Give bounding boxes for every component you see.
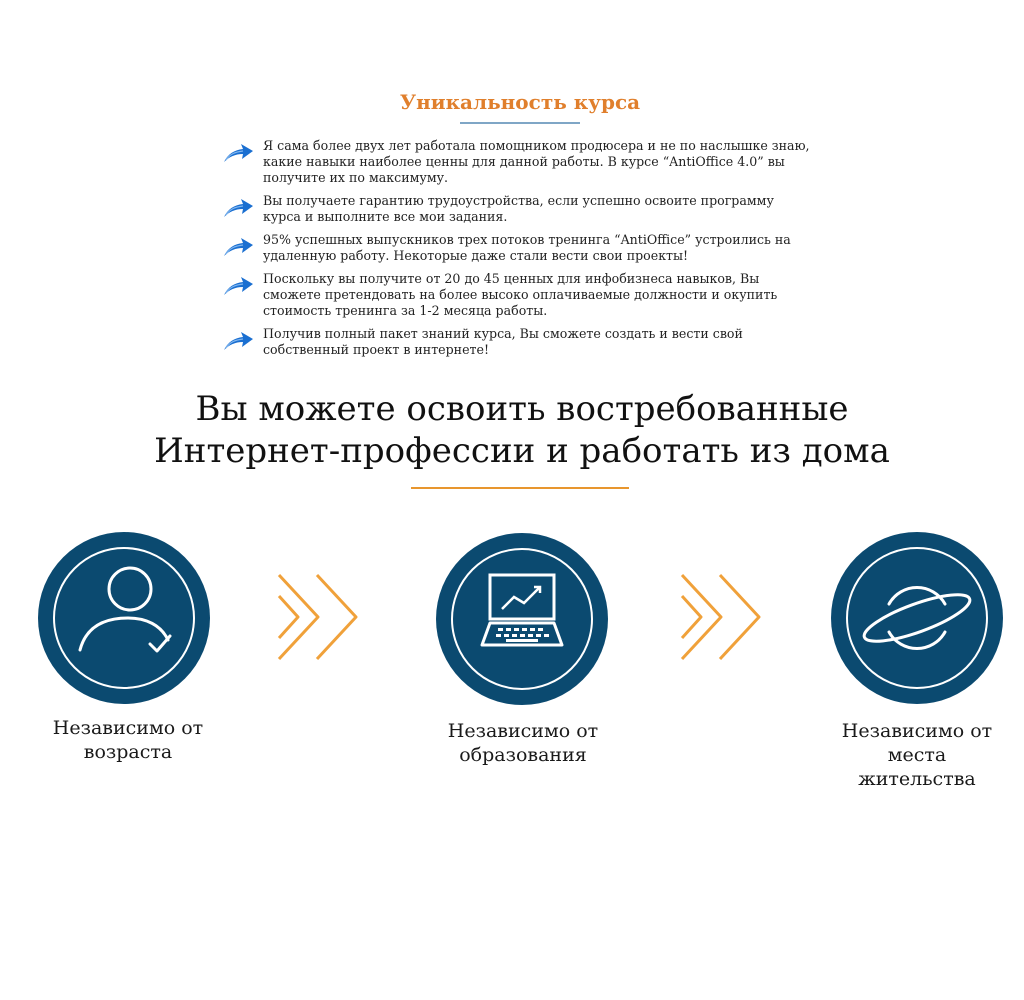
feature-label-line: образования	[459, 744, 587, 766]
feature-label-line: жительства	[858, 768, 976, 790]
blue-arrow-icon	[222, 330, 254, 352]
blue-arrow-icon	[222, 275, 254, 297]
benefit-text: Вы получаете гарантию трудоустройства, если успешно освоите программу курса и выполните все мои задания.	[263, 193, 774, 224]
benefits-list	[222, 138, 812, 365]
main-headline	[0, 388, 1024, 472]
benefit-text: Поскольку вы получите от 20 до 45 ценных для инфобизнеса навыков, Вы сможете претендовать на более высоко оплачиваемые должности и окупить стоимость тренинга за 1-2 месяца работы.	[263, 271, 778, 318]
uniqueness-title: Уникальность курса	[399, 90, 641, 114]
feature-label-line: Независимо от	[841, 720, 993, 742]
feature-circle-location	[831, 532, 1003, 704]
laptop-chart-icon	[436, 533, 608, 705]
benefit-item	[222, 271, 812, 319]
feature-circle-age	[38, 532, 210, 704]
benefit-item	[222, 326, 812, 358]
feature-label-age	[28, 716, 228, 764]
feature-label-line: Независимо от	[52, 717, 204, 739]
main-headline-line-1: Вы можете освоить востребованные	[195, 389, 849, 429]
feature-circle-education	[436, 533, 608, 705]
feature-label-location	[817, 719, 1017, 791]
benefit-item	[222, 232, 812, 264]
blue-arrow-icon	[222, 197, 254, 219]
uniqueness-title-underline	[460, 122, 580, 124]
feature-label-line: возраста	[83, 741, 173, 763]
feature-label-education	[423, 719, 623, 767]
benefit-text: Я сама более двух лет работала помощником продюсера и не по наслышке знаю, какие навыки наиболее ценны для данной работы. В курсе “AntiOffice 4.0” вы получите их по максимуму.	[263, 138, 810, 185]
blue-arrow-icon	[222, 142, 254, 164]
benefit-item	[222, 138, 812, 186]
blue-arrow-icon	[222, 236, 254, 258]
double-chevron-icon	[679, 572, 765, 662]
user-check-icon	[38, 532, 210, 704]
headline-underline	[411, 487, 629, 489]
benefit-text: 95% успешных выпускников трех потоков тренинга “AntiOffice” устроились на удаленную работу. Некоторые даже стали вести свои проекты!	[263, 232, 791, 263]
double-chevron-icon	[276, 572, 362, 662]
main-headline-line-2: Интернет-профессии и работать из дома	[154, 431, 890, 471]
feature-label-line: Независимо от	[447, 720, 599, 742]
feature-label-line: места	[887, 744, 947, 766]
planet-icon	[831, 532, 1003, 704]
benefit-text: Получив полный пакет знаний курса, Вы сможете создать и вести свой собственный проект в интернете!	[263, 326, 743, 357]
benefit-item	[222, 193, 812, 225]
